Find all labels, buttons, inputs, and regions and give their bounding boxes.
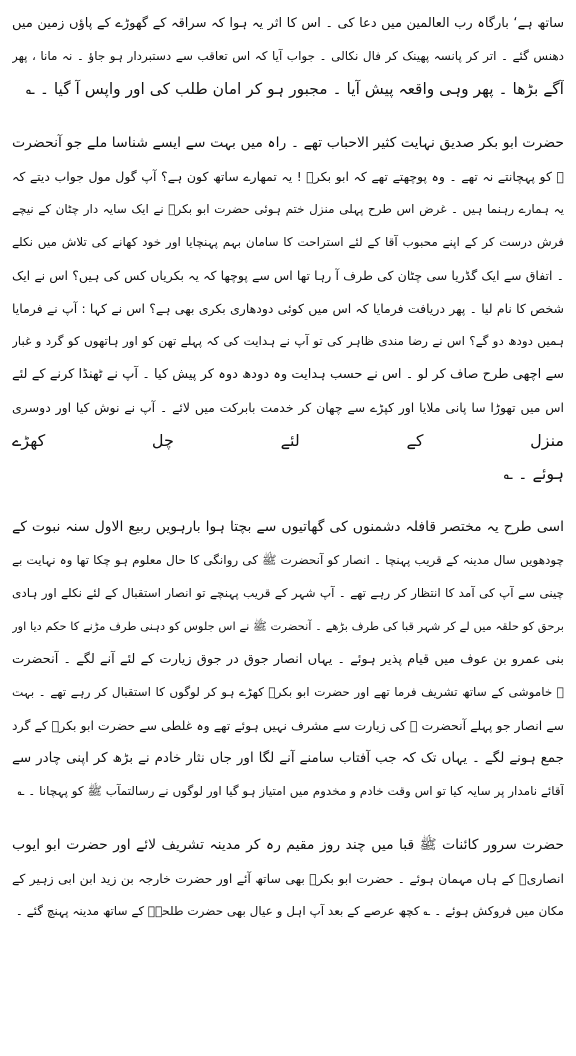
text-line: ۔ اتفاق سے ایک گڈریا سی چٹان کی طرف آ رہا تھا اس سے پوچھا کہ یہ بکریاں کس کی ہیں؟ اس نے ایک: [12, 268, 564, 283]
text-line: چینی سے آپ کی آمد کا انتظار کر رہے تھے ۔ آپ شہر کے قریب پہنچے تو انصار استقبال کے لئے نکلے اور ہادی: [12, 586, 564, 600]
text-line: ﷺ خاموشی کے ساتھ تشریف فرما تھے اور حضرت ابو بکرؓ کھڑے ہو کر لوگوں کا استقبال کر رہے تھے ۔ بہت: [12, 685, 564, 699]
text-line: سے انصار جو پہلے آنحضرت ﷺ کی زیارت سے مشرف نہیں ہوئے تھے وہ غلطی سے حضرت ابو بکرؓ کے گرد: [12, 718, 564, 733]
text-line: یہ ہمارے رہنما ہیں ۔ غرض اس طرح پہلی منزل ختم ہوئی حضرت ابو بکرؓ نے ایک سایہ دار چٹان کے نیچے: [12, 202, 564, 216]
text-line: حضرت سرور کائنات ﷺ قبا میں چند روز مقیم رہ کر مدینہ تشریف لائے اور حضرت ابو ایوب: [12, 837, 564, 853]
paragraph: [12, 7, 564, 106]
paragraph: [12, 127, 564, 490]
text-line: اس میں تھوڑا سا پانی ملایا اور کپڑے سے چھان کر خدمت بابرکت میں لائے ۔ آپ نے نوش کیا اور دوسری: [12, 400, 564, 415]
text-line: برحق کو حلقہ میں لے کر شہر قبا کی طرف بڑھے ۔ آنحضرت ﷺ نے اس جلوس کو دہنی طرف مڑنے کا حکم دیا اور: [12, 619, 564, 633]
paragraph-gap: [12, 808, 564, 829]
text-line: سے اچھی طرح صاف کر لو ۔ اس نے حسب ہدایت وہ دودھ دوہ کر پیش کیا ۔ آپ نے ٹھنڈا کرنے کے لئے: [12, 367, 564, 382]
text-line: شخص کا نام لیا ۔ پھر دریافت فرمایا کہ اس میں کوئی دودھاری بکری بھی ہے؟ اس نے کہا : آپ نے فرمایا: [12, 301, 564, 316]
text-line: آقائے نامدار پر سایہ کیا تو اس وقت خادم و مخدوم میں امتیاز ہو گیا اور لوگوں نے رسالتمآب ﷺ کو پہچانا ۔ ؎: [17, 784, 564, 798]
text-line: ہمیں دودھ دو گے؟ اس نے رضا مندی ظاہر کی تو آپ نے ہدایت کی کہ پہلے تھن کو اور ہاتھوں کو گرد و غبار: [12, 334, 564, 348]
text-line: مکان میں فروکش ہوئے ۔ ؎ کچھ عرصے کے بعد آپ اہل و عیال بھی حضرت طلحہؓ کے ساتھ مدینہ پہنچ گئے ۔: [15, 904, 564, 918]
paragraph-gap: [12, 490, 564, 511]
text-line: چودھویں سال مدینہ کے قریب پہنچا ۔ انصار کو آنحضرت ﷺ کی روانگی کا حال معلوم ہو چکا تھا وہ نہایت بے: [12, 553, 564, 567]
text-line: دھنس گئے ۔ اتر کر پانسہ پھینک کر فال نکالی ۔ جواب آیا کہ اس تعاقب سے دستبردار ہو جاؤ ۔ نہ مانا ، پھر: [12, 49, 564, 63]
text-line: ہوئے ۔ ؎: [503, 464, 564, 483]
paragraph: [12, 511, 564, 808]
paragraph: [12, 829, 564, 928]
text-line: فرش درست کر کے اپنے محبوب آقا کے لئے استراحت کا سامان بہم پہنچایا اور خود کھانے کی تلاش میں نکلے: [12, 235, 564, 249]
paragraph-gap: [12, 106, 564, 127]
text-line: ساتھ ہے‘ بارگاہ رب العالمین میں دعا کی ۔ اس کا اثر یہ ہوا کہ سراقہ کے گھوڑے کے پاؤں زمین میں: [12, 16, 564, 31]
text-line: ﷺ کو پہچانتے نہ تھے ۔ وہ پوچھتے تھے کہ ابو بکرؓ ! یہ تمھارے ساتھ کون ہے؟ آپ گول مول جواب دیتے کہ: [12, 169, 564, 184]
text-line: منزل کے لئے چل کھڑے: [12, 431, 564, 450]
text-line: آگے بڑھا ۔ پھر وہی واقعہ پیش آیا ۔ مجبور ہو کر امان طلب کی اور واپس آ گیا ۔ ؎: [25, 80, 564, 98]
text-line: بنی عمرو بن عوف میں قیام پذیر ہوئے ۔ یہاں انصار جوق در جوق زیارت کے لئے آنے لگے ۔ آنحضرت: [12, 652, 564, 667]
text-line: حضرت ابو بکر صدیق نہایت کثیر الاحباب تھے ۔ راہ میں بہت سے ایسے شناسا ملے جو آنحضرت: [12, 135, 564, 151]
text-line: جمع ہونے لگے ۔ یہاں تک کہ جب آفتاب سامنے آنے لگا اور جاں نثار خادم نے بڑھ کر اپنی چادر سے: [12, 750, 564, 766]
text-line: انصاریؓ کے ہاں مہمان ہوئے ۔ حضرت ابو بکرؓ بھی ساتھ آئے اور حضرت خارجہ بن زید ابن ابی زہیر کے: [12, 871, 564, 886]
text-line: اسی طرح یہ مختصر قافلہ دشمنوں کی گھاتیوں سے بچتا ہوا بارہویں ربیع الاول سنہ نبوت کے: [12, 519, 564, 535]
